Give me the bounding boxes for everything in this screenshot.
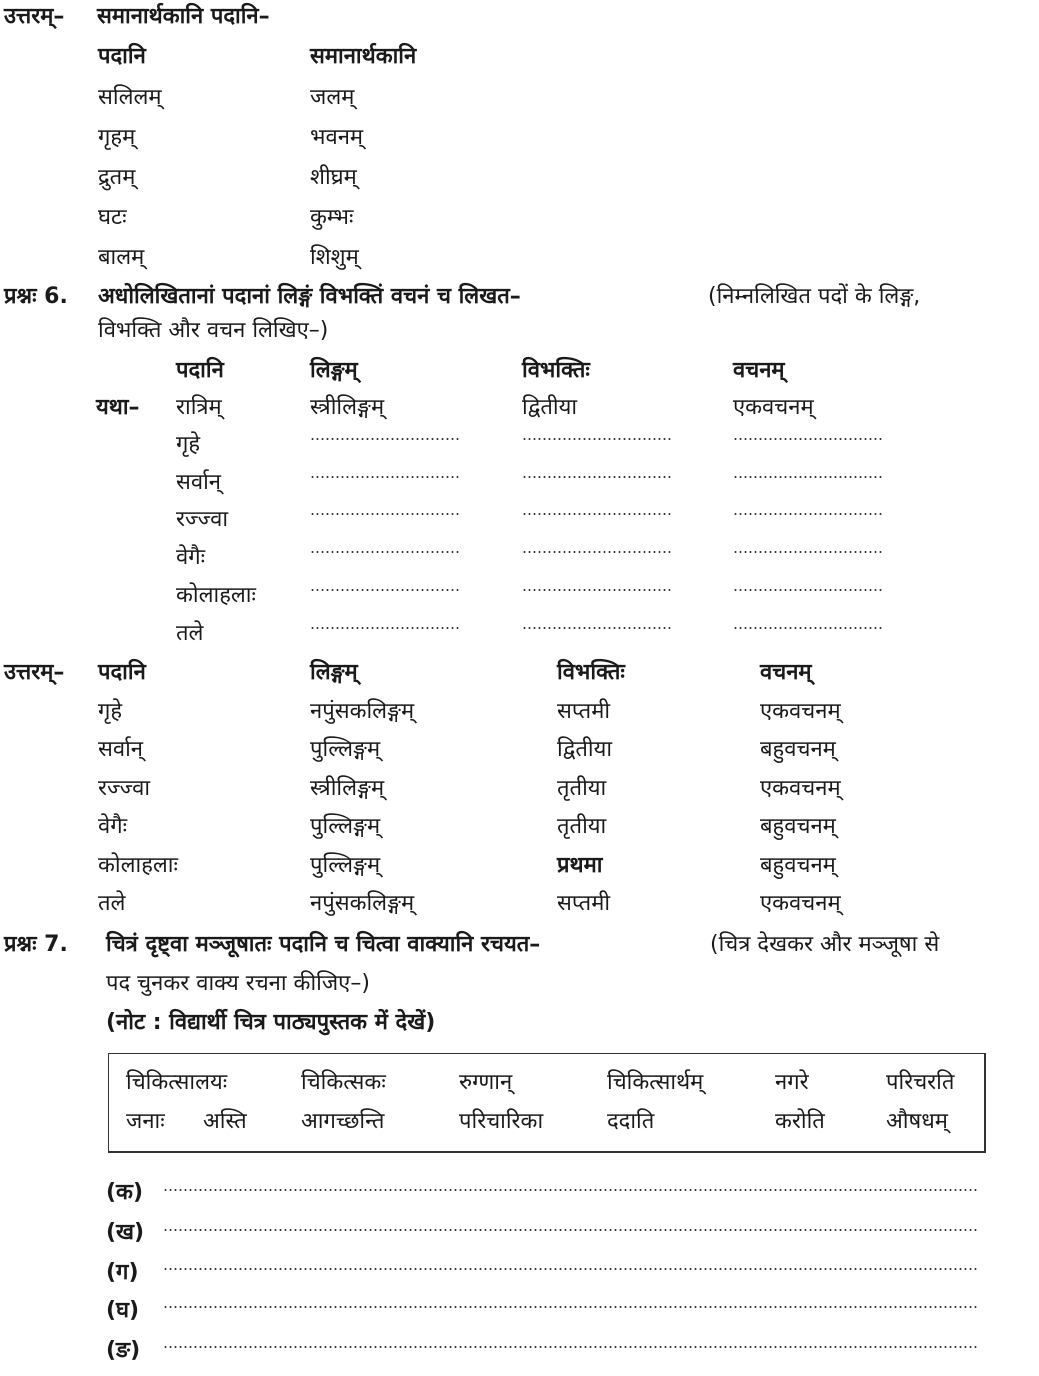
col-header: लिङ्गम् (310, 660, 358, 685)
cell: बहुवचनम् (760, 737, 836, 762)
cell: द्वितीया (557, 737, 613, 762)
synonym: शीघ्रम् (310, 165, 357, 190)
blank-line (522, 627, 672, 629)
cell: नपुंसकलिङ्गम् (310, 891, 415, 916)
col-header: विभक्तिः (522, 358, 590, 383)
word: घटः (98, 205, 127, 230)
synonym: कुम्भः (310, 205, 354, 230)
blank-line (310, 551, 460, 553)
header-samanarthakani: समानार्थकानि (310, 44, 417, 69)
answer-label: (घ) (106, 1298, 140, 1323)
cell: पुल्लिङ्गम् (310, 853, 381, 878)
blank-word: रज्ज्वा (176, 507, 229, 532)
answer-label: (क) (106, 1180, 144, 1205)
col-header: वचनम् (760, 660, 812, 685)
example-linga: स्त्रीलिङ्गम् (310, 395, 385, 420)
word: सलिलम् (98, 85, 162, 110)
answer-line (163, 1268, 979, 1270)
example-word: रात्रिम् (176, 395, 222, 420)
header-padani: पदानि (98, 44, 146, 69)
box-word: नगरे (775, 1070, 809, 1095)
box-word: चिकित्सालयः (126, 1070, 228, 1095)
word: द्रुतम् (98, 165, 136, 190)
blank-line (522, 476, 672, 478)
box-word: चिकित्सकः (301, 1070, 386, 1095)
col-header: पदानि (176, 358, 224, 383)
box-word: औषधम् (886, 1109, 948, 1134)
answer-title: समानार्थकानि पदानि– (97, 4, 270, 29)
cell: नपुंसकलिङ्गम् (310, 699, 415, 724)
cell: एकवचनम् (760, 891, 841, 916)
question-6-text: अधोलिखितानां पदानां लिङ्गं विभक्तिं वचनं च लिखत– (98, 284, 521, 309)
cell: सर्वान् (98, 737, 144, 762)
blank-line (522, 551, 672, 553)
cell: तले (98, 891, 126, 916)
question-6-label: प्रश्नः 6. (4, 284, 68, 309)
example-vibhakti: द्वितीया (522, 395, 578, 420)
answer-label: (ख) (106, 1220, 145, 1245)
box-word: परिचारिका (459, 1109, 544, 1134)
blank-word: सर्वान् (176, 470, 222, 495)
blank-line (310, 476, 460, 478)
blank-word: गृहे (176, 432, 201, 457)
question-6-hindi: (निम्नलिखित पदों के लिङ्ग, (708, 284, 921, 309)
blank-line (733, 551, 883, 553)
box-word: परिचरति (886, 1070, 955, 1095)
cell: एकवचनम् (760, 776, 841, 801)
col-header: विभक्तिः (557, 660, 625, 685)
blank-line (310, 627, 460, 629)
col-header: पदानि (98, 660, 146, 685)
cell: कोलाहलाः (98, 853, 178, 878)
blank-line (733, 627, 883, 629)
answer-prefix: उत्तरम्– (4, 660, 65, 685)
cell: वेगैः (98, 814, 128, 839)
blank-line (310, 438, 460, 440)
question-7-note: (नोट : विद्यार्थी चित्र पाठ्यपुस्तक में देखें) (106, 1010, 436, 1035)
col-header: वचनम् (733, 358, 785, 383)
blank-word: कोलाहलाः (176, 583, 256, 608)
blank-word: तले (176, 621, 204, 646)
blank-line (733, 476, 883, 478)
example-vachana: एकवचनम् (733, 395, 814, 420)
word: गृहम् (98, 125, 136, 150)
answer-label: (ग) (106, 1260, 139, 1285)
box-word: जनाः (126, 1109, 165, 1134)
question-7-label: प्रश्नः 7. (4, 932, 68, 957)
blank-line (733, 513, 883, 515)
answer-line (163, 1306, 979, 1308)
synonym: शिशुम् (310, 245, 359, 270)
word: बालम् (98, 245, 145, 270)
answer-line (163, 1229, 979, 1231)
answer-line (163, 1189, 979, 1191)
question-7-hindi: (चित्र देखकर और मञ्जूषा से (710, 932, 940, 957)
cell: पुल्लिङ्गम् (310, 737, 381, 762)
box-word: चिकित्सार्थम् (607, 1070, 704, 1095)
answer-line (163, 1346, 979, 1348)
blank-line (733, 438, 883, 440)
cell: बहुवचनम् (760, 814, 836, 839)
cell: बहुवचनम् (760, 853, 836, 878)
cell: स्त्रीलिङ्गम् (310, 776, 385, 801)
cell: तृतीया (557, 814, 607, 839)
word-box (108, 1053, 986, 1153)
synonym: भवनम् (310, 125, 364, 150)
example-label: यथा– (96, 395, 140, 420)
box-word: ददाति (607, 1109, 655, 1134)
cell: रज्ज्वा (98, 776, 151, 801)
cell: पुल्लिङ्गम् (310, 814, 381, 839)
blank-line (522, 589, 672, 591)
box-word: रुग्णान् (459, 1070, 513, 1095)
blank-line (310, 513, 460, 515)
cell: सप्तमी (557, 699, 611, 724)
synonym: जलम् (310, 85, 355, 110)
box-word: करोति (775, 1109, 825, 1134)
answer-prefix: उत्तरम्– (4, 4, 65, 29)
box-word: अस्ति (203, 1109, 247, 1134)
cell: सप्तमी (557, 891, 611, 916)
question-7-hindi-cont: पद चुनकर वाक्य रचना कीजिए–) (106, 971, 370, 996)
cell: गृहे (98, 699, 123, 724)
blank-line (522, 513, 672, 515)
blank-line (733, 589, 883, 591)
box-word: आगच्छन्ति (301, 1109, 385, 1134)
blank-line (310, 589, 460, 591)
cell: प्रथमा (557, 853, 603, 878)
blank-line (522, 438, 672, 440)
question-6-hindi-cont: विभक्ति और वचन लिखिए–) (98, 318, 329, 343)
cell: एकवचनम् (760, 699, 841, 724)
col-header: लिङ्गम् (310, 358, 358, 383)
question-7-text: चित्रं दृष्ट्वा मञ्जूषातः पदानि च चित्वा वाक्यानि रचयत– (106, 932, 541, 957)
cell: तृतीया (557, 776, 607, 801)
blank-word: वेगैः (176, 545, 206, 570)
answer-label: (ङ) (106, 1338, 141, 1363)
